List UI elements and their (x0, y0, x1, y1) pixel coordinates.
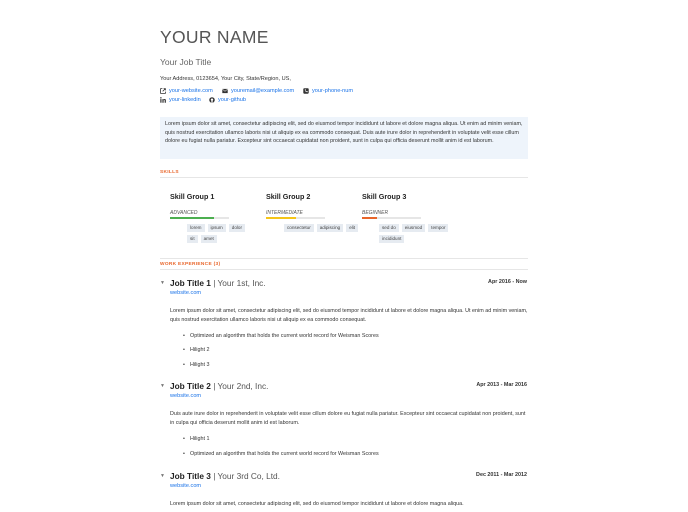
contact-email-link[interactable] (222, 88, 294, 94)
job-title-text: Job Title 3 (170, 471, 211, 481)
job-separator: | (210, 471, 218, 481)
resume-name: YOUR NAME (160, 27, 269, 47)
skill-level-bar (170, 217, 229, 219)
work-divider (160, 269, 528, 270)
email-icon (222, 88, 228, 94)
job-separator: | (210, 278, 218, 288)
skill-group-1 (170, 192, 260, 219)
contact-website-link[interactable] (160, 88, 213, 94)
skill-level-bar (362, 217, 421, 219)
skill-level-fill (170, 217, 214, 219)
skill-tag: lorem (187, 224, 205, 232)
skill-tag: amet (201, 235, 217, 243)
job-1-dates: Apr 2016 - Now (488, 279, 527, 285)
job-title-text: Job Title 1 (170, 278, 211, 288)
job-1-description: Lorem ipsum dolor sit amet, consectetur adipiscing elit, sed do eiusmod tempor incididunt ut labore et dolore magna aliqua. Ut enim ad minim veniam, quis nostrud exercitation ullamco laboris nisi ut aliquip ex ea commodo consequat. (170, 308, 528, 324)
job-2-highlight: • Hilight 1 (190, 436, 209, 442)
skill-level-fill (362, 217, 377, 219)
collapse-caret-icon[interactable]: ▼ (160, 280, 165, 286)
address: Your Address, 0123654, Your City, State/Region, US, (160, 76, 291, 82)
skill-tag: incididunt (379, 235, 404, 243)
skill-tag: ipsum (208, 224, 226, 232)
contact-email-label: youremail@example.com (231, 88, 295, 94)
skill-group-2 (266, 192, 356, 219)
skill-tag: dolor (229, 224, 245, 232)
work-section-title: WORK EXPERIENCE (3) (160, 262, 221, 267)
job-3-website-link[interactable]: website.com (170, 483, 202, 489)
job-1-highlight: • Hilight 3 (190, 362, 209, 368)
job-2-description: Duis aute irure dolor in reprehenderit in voluptate velit esse cillum dolore eu fugiat nulla pariatur. Excepteur sint occaecat cupidatat non proident, sunt in culpa qui officia deserunt mollit anim id est laborum. (170, 411, 526, 427)
skill-level-label: BEGINNER (362, 210, 389, 216)
job-1-title (170, 278, 266, 288)
collapse-caret-icon[interactable]: ▼ (160, 383, 165, 389)
skill-tag: sed do (379, 224, 399, 232)
contact-phone-label: your-phone-num (312, 88, 354, 94)
job-1-highlight: • Optimized an algorithm that holds the current world record for Weisman Scores (190, 333, 379, 339)
skill-level-label: ADVANCED (170, 210, 198, 216)
contact-github-link[interactable] (209, 97, 246, 103)
job-2-website-link[interactable]: website.com (170, 393, 202, 399)
contact-website-label: your-website.com (169, 88, 213, 94)
job-3-title (170, 471, 280, 481)
linkedin-icon (160, 97, 166, 103)
external-link-icon (160, 88, 166, 94)
github-icon (209, 97, 215, 103)
job-3-description: Lorem ipsum dolor sit amet, consectetur adipiscing elit, sed do eiusmod tempor incididunt ut labore et dolore magna aliqua. (170, 501, 464, 507)
job-2-highlight: • Optimized an algorithm that holds the current world record for Weisman Scores (190, 451, 379, 457)
job-1-website-link[interactable]: website.com (170, 290, 202, 296)
skill-tags-3 (379, 224, 453, 246)
skill-level-label: INTERMEDIATE (266, 210, 303, 216)
contact-linkedin-link[interactable] (160, 97, 201, 103)
job-2-title (170, 381, 268, 391)
work-top-divider (160, 258, 528, 259)
skill-group-title: Skill Group 2 (266, 192, 311, 201)
job-separator: | (210, 381, 218, 391)
collapse-caret-icon[interactable]: ▼ (160, 473, 165, 479)
skill-tag: eiusmod (402, 224, 425, 232)
summary-box: Lorem ipsum dolor sit amet, consectetur adipiscing elit, sed do eiusmod tempor incididunt ut labore et dolore magna aliqua. Ut enim ad minim veniam, quis nostrud exercitation ullamco laboris nisi ut aliquip ex ea commodo consequat. Duis aute irure dolor in reprehenderit in voluptate velit esse cillum dolore eu fugiat nulla pariatur. Excepteur sint occaecat cupidatat non proident, sunt in culpa qui officia deserunt mollit anim id est laborum. (160, 117, 528, 159)
skill-tags-2 (284, 224, 374, 235)
contact-phone-link[interactable] (303, 88, 353, 94)
job-company: Your 3rd Co, Ltd. (217, 471, 280, 481)
job-company: Your 2nd, Inc. (217, 381, 269, 391)
skill-tag: consectetur (284, 224, 314, 232)
skill-level-fill (266, 217, 296, 219)
phone-icon (303, 88, 309, 94)
resume-job-title: Your Job Title (160, 57, 212, 67)
skill-tag: tempor (428, 224, 448, 232)
skill-tag: sit (187, 235, 198, 243)
contact-github-label: your-github (218, 97, 246, 103)
skills-section-title: SKILLS (160, 170, 179, 175)
skills-divider (160, 177, 528, 178)
job-1-highlight: • Hilight 2 (190, 347, 209, 353)
skill-level-bar (266, 217, 325, 219)
skill-group-title: Skill Group 3 (362, 192, 407, 201)
job-2-dates: Apr 2013 - Mar 2016 (476, 382, 527, 388)
skill-tags-1 (187, 224, 261, 246)
skill-tag: adipiscing (317, 224, 343, 232)
job-company: Your 1st, Inc. (217, 278, 266, 288)
job-3-dates: Dec 2011 - Mar 2012 (476, 472, 527, 478)
contact-linkedin-label: your-linkedin (169, 97, 201, 103)
skill-tag: elit (346, 224, 358, 232)
skill-group-3 (362, 192, 452, 219)
job-title-text: Job Title 2 (170, 381, 211, 391)
skill-group-title: Skill Group 1 (170, 192, 215, 201)
